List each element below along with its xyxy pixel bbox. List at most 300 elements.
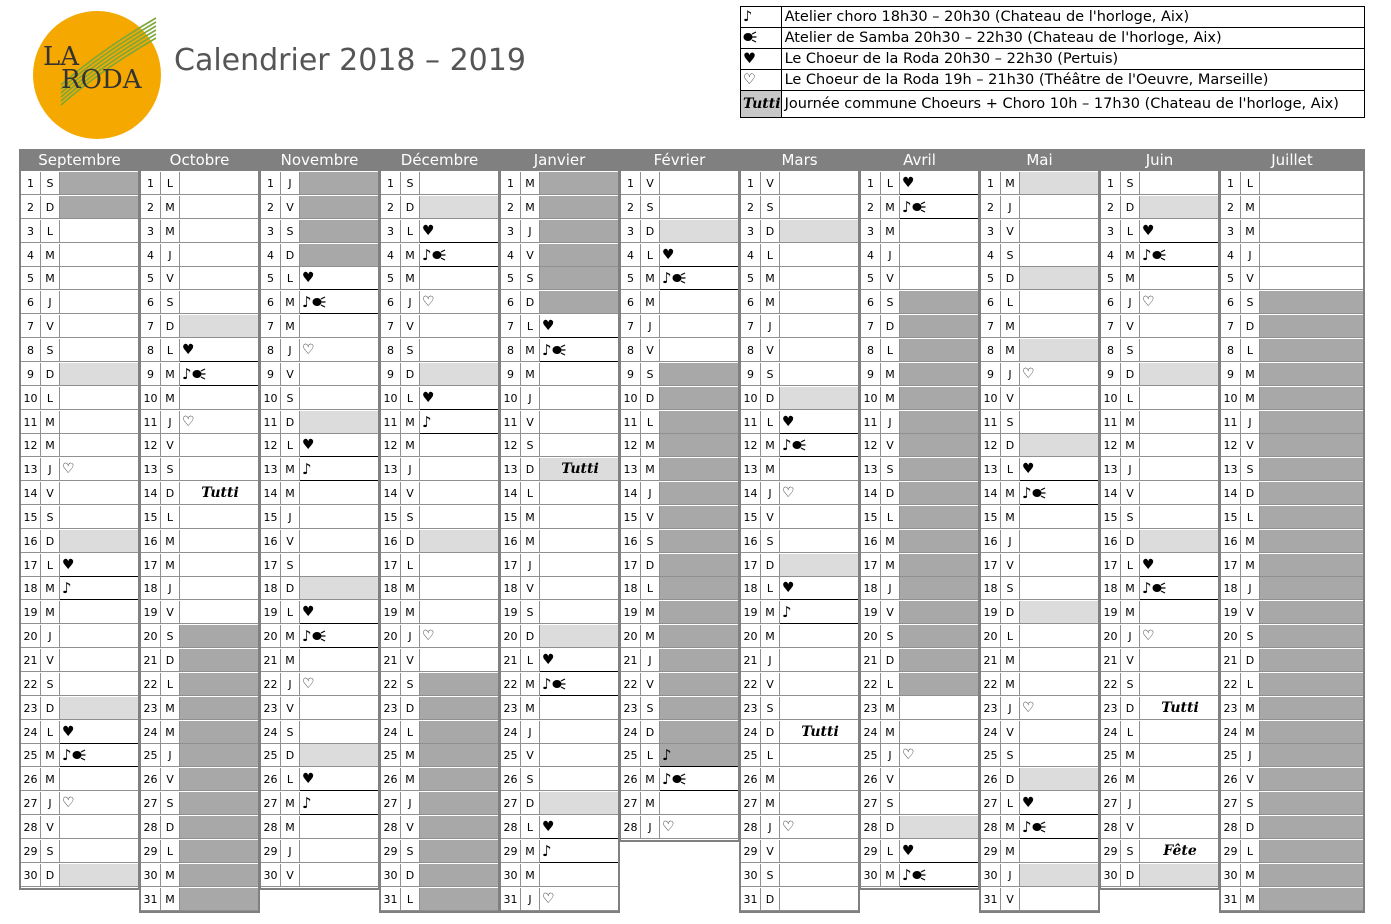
weekday-letter: M [1001, 339, 1020, 362]
day-cell [141, 577, 258, 601]
day-number: 22 [861, 673, 881, 696]
weekday-letter: S [761, 697, 780, 720]
event-slot [420, 625, 498, 648]
weekday-letter: M [1001, 506, 1020, 529]
event-slot [660, 601, 738, 624]
weekday-letter: M [881, 387, 900, 410]
day-number: 19 [861, 601, 881, 624]
day-cell [381, 649, 498, 673]
day-number: 19 [981, 601, 1001, 624]
day-number: 24 [621, 721, 641, 744]
day-number: 4 [861, 244, 881, 267]
event-slot [900, 267, 978, 290]
day-number: 9 [21, 363, 41, 386]
day-number: 10 [861, 387, 881, 410]
day-number: 9 [981, 363, 1001, 386]
event-slot [660, 434, 738, 457]
day-number: 25 [141, 744, 161, 767]
samba-icon [1152, 249, 1166, 261]
event-slot [540, 864, 618, 887]
weekday-letter: L [1121, 721, 1140, 744]
weekday-letter: D [761, 220, 780, 243]
day-number: 17 [621, 554, 641, 577]
day-cell [21, 244, 138, 268]
day-number: 9 [621, 363, 641, 386]
day-cell [501, 625, 618, 649]
weekday-letter: M [521, 506, 540, 529]
day-cell [981, 673, 1098, 697]
weekday-letter: M [401, 244, 420, 267]
legend-row [741, 7, 1365, 28]
day-number: 6 [141, 291, 161, 314]
weekday-letter: M [161, 196, 180, 219]
weekday-letter: S [281, 554, 300, 577]
day-number: 25 [981, 744, 1001, 767]
day-number: 19 [381, 601, 401, 624]
day-number: 11 [381, 411, 401, 434]
day-number: 1 [381, 172, 401, 195]
event-slot [1140, 673, 1218, 696]
weekday-letter: M [41, 411, 60, 434]
day-number: 23 [741, 697, 761, 720]
weekday-letter: S [281, 220, 300, 243]
weekday-letter: M [281, 458, 300, 481]
weekday-letter: M [521, 196, 540, 219]
day-cell [1221, 744, 1363, 768]
weekday-letter: M [641, 291, 660, 314]
weekday-letter: V [521, 244, 540, 267]
day-cell [741, 506, 858, 530]
heart-outline-icon: ♡ [182, 413, 195, 430]
event-slot [180, 816, 258, 839]
day-number: 25 [1101, 744, 1121, 767]
day-cell [141, 840, 258, 864]
day-cell [981, 339, 1098, 363]
day-number: 3 [741, 220, 761, 243]
day-cell [861, 411, 978, 435]
day-number: 21 [1101, 649, 1121, 672]
day-number: 24 [981, 721, 1001, 744]
day-number: 22 [1101, 673, 1121, 696]
day-cell [741, 172, 858, 196]
day-cell [381, 792, 498, 816]
event-slot [1020, 601, 1098, 624]
event-slot [1260, 506, 1363, 529]
day-number: 21 [981, 649, 1001, 672]
weekday-letter: M [1241, 554, 1260, 577]
event-slot [1020, 625, 1098, 648]
day-number: 17 [381, 554, 401, 577]
day-number: 28 [1101, 816, 1121, 839]
event-slot [1140, 363, 1218, 386]
day-number: 13 [261, 458, 281, 481]
weekday-letter: D [1121, 697, 1140, 720]
event-slot [540, 554, 618, 577]
event-slot [540, 172, 618, 195]
event-slot [1260, 721, 1363, 744]
event-slot [300, 601, 378, 624]
event-slot [180, 220, 258, 243]
event-slot [540, 649, 618, 672]
event-slot [1260, 577, 1363, 600]
day-cell [381, 864, 498, 888]
day-cell [1101, 554, 1218, 578]
weekday-letter: S [1001, 411, 1020, 434]
day-number: 8 [141, 339, 161, 362]
weekday-letter: L [1241, 673, 1260, 696]
event-slot [420, 411, 498, 434]
day-number: 25 [621, 744, 641, 767]
day-cell [981, 387, 1098, 411]
heart-filled-icon: ♥ [302, 604, 315, 621]
heart-filled-icon: ♥ [62, 556, 75, 573]
event-slot [900, 172, 978, 195]
day-number: 25 [861, 744, 881, 767]
day-number: 2 [141, 196, 161, 219]
weekday-letter: D [161, 315, 180, 338]
weekday-letter: M [1241, 387, 1260, 410]
heart-outline-icon: ♡ [1022, 365, 1035, 382]
day-number: 23 [1221, 697, 1241, 720]
day-number: 3 [981, 220, 1001, 243]
weekday-letter: J [161, 577, 180, 600]
day-cell [861, 816, 978, 840]
weekday-letter: M [41, 744, 60, 767]
day-cell [501, 864, 618, 888]
day-number: 2 [21, 196, 41, 219]
day-number: 28 [741, 816, 761, 839]
weekday-letter: L [521, 649, 540, 672]
day-number: 4 [501, 244, 521, 267]
day-cell [21, 530, 138, 554]
event-slot [780, 339, 858, 362]
event-slot [300, 530, 378, 553]
day-number: 7 [21, 315, 41, 338]
day-cell [501, 196, 618, 220]
day-number: 6 [381, 291, 401, 314]
event-slot [60, 411, 138, 434]
event-slot [660, 625, 738, 648]
day-cell [741, 673, 858, 697]
note-icon: ♪ [422, 245, 432, 264]
weekday-letter: M [41, 267, 60, 290]
event-slot [180, 625, 258, 648]
weekday-letter: S [521, 267, 540, 290]
weekday-letter: D [161, 649, 180, 672]
day-cell [1101, 506, 1218, 530]
day-number: 7 [1101, 315, 1121, 338]
weekday-letter: J [41, 291, 60, 314]
day-number: 10 [1221, 387, 1241, 410]
day-number: 4 [741, 244, 761, 267]
day-number: 24 [141, 721, 161, 744]
day-number: 4 [981, 244, 1001, 267]
weekday-letter: L [881, 172, 900, 195]
day-number: 14 [1101, 482, 1121, 505]
day-number: 23 [861, 697, 881, 720]
weekday-letter: L [881, 673, 900, 696]
legend-row [741, 91, 1365, 118]
day-number: 12 [621, 434, 641, 457]
weekday-letter: M [281, 482, 300, 505]
weekday-letter: M [641, 458, 660, 481]
day-cell [1101, 411, 1218, 435]
event-slot [180, 840, 258, 863]
day-number: 18 [21, 577, 41, 600]
day-number: 12 [861, 434, 881, 457]
day-number: 6 [261, 291, 281, 314]
day-number: 7 [621, 315, 641, 338]
weekday-letter: M [161, 554, 180, 577]
day-number: 7 [141, 315, 161, 338]
day-number: 29 [141, 840, 161, 863]
weekday-letter: J [41, 792, 60, 815]
tutti-label: Tutti [741, 91, 782, 118]
day-cell [141, 673, 258, 697]
day-cell [261, 697, 378, 721]
note-icon: ♪ [662, 746, 672, 765]
day-cell [501, 530, 618, 554]
weekday-letter: S [401, 673, 420, 696]
samba-icon [741, 28, 782, 49]
day-number: 18 [861, 577, 881, 600]
day-number: 26 [981, 768, 1001, 791]
day-number: 18 [501, 577, 521, 600]
event-slot [60, 291, 138, 314]
day-number: 22 [621, 673, 641, 696]
day-cell [621, 792, 738, 816]
weekday-letter: V [1121, 816, 1140, 839]
day-number: 10 [21, 387, 41, 410]
day-number: 20 [21, 625, 41, 648]
event-slot [1020, 267, 1098, 290]
event-slot [1260, 792, 1363, 815]
weekday-letter: J [41, 458, 60, 481]
event-slot [300, 625, 378, 648]
weekday-letter: S [641, 196, 660, 219]
day-number: 8 [861, 339, 881, 362]
weekday-letter: L [281, 768, 300, 791]
weekday-letter: S [641, 363, 660, 386]
day-cell [261, 744, 378, 768]
event-slot [420, 482, 498, 505]
weekday-letter: L [881, 840, 900, 863]
heart-outline-icon: ♡ [782, 818, 795, 835]
day-number: 22 [1221, 673, 1241, 696]
event-slot [300, 577, 378, 600]
day-cell [141, 267, 258, 291]
event-slot [900, 530, 978, 553]
weekday-letter: L [161, 673, 180, 696]
day-number: 5 [861, 267, 881, 290]
weekday-letter: J [881, 411, 900, 434]
weekday-letter: J [761, 482, 780, 505]
weekday-letter: D [881, 315, 900, 338]
event-slot [300, 267, 378, 290]
day-number: 30 [981, 864, 1001, 887]
event-slot [780, 315, 858, 338]
day-number: 22 [261, 673, 281, 696]
day-number: 1 [1101, 172, 1121, 195]
day-cell [1221, 673, 1363, 697]
weekday-letter: J [641, 816, 660, 839]
event-slot [1140, 601, 1218, 624]
month-header: Décembre [379, 149, 500, 171]
day-cell [501, 792, 618, 816]
event-slot [60, 363, 138, 386]
event-slot [60, 482, 138, 505]
weekday-letter: J [641, 649, 660, 672]
day-number: 30 [1101, 864, 1121, 887]
event-slot [780, 458, 858, 481]
weekday-letter: D [41, 363, 60, 386]
heart-filled-icon: ♥ [662, 246, 675, 263]
day-cell [21, 363, 138, 387]
heart-outline-icon: ♡ [62, 461, 75, 478]
weekday-letter: M [281, 315, 300, 338]
weekday-letter: M [761, 434, 780, 457]
weekday-letter: M [401, 744, 420, 767]
day-cell [1101, 697, 1218, 721]
day-cell [1101, 744, 1218, 768]
day-number: 27 [741, 792, 761, 815]
day-number: 24 [381, 721, 401, 744]
event-slot [1140, 220, 1218, 243]
day-cell [1221, 530, 1363, 554]
day-cell [381, 315, 498, 339]
weekday-letter: M [1001, 482, 1020, 505]
day-cell [141, 482, 258, 506]
weekday-letter: S [41, 172, 60, 195]
day-number: 15 [741, 506, 761, 529]
weekday-letter: S [401, 840, 420, 863]
day-cell [1221, 363, 1363, 387]
event-slot [420, 673, 498, 696]
day-number: 30 [861, 864, 881, 887]
day-cell [1101, 625, 1218, 649]
day-cell [981, 434, 1098, 458]
event-slot [180, 649, 258, 672]
event-slot [300, 673, 378, 696]
day-number: 28 [861, 816, 881, 839]
weekday-letter: L [41, 220, 60, 243]
event-slot [300, 697, 378, 720]
day-cell [621, 339, 738, 363]
weekday-letter: V [641, 172, 660, 195]
weekday-letter: V [161, 768, 180, 791]
event-slot [540, 291, 618, 314]
samba-icon [312, 296, 326, 308]
event-slot [780, 888, 858, 911]
event-slot [540, 220, 618, 243]
day-number: 3 [861, 220, 881, 243]
event-slot [180, 530, 258, 553]
day-cell [1221, 172, 1363, 196]
event-slot [1260, 816, 1363, 839]
day-number: 21 [861, 649, 881, 672]
day-cell [1221, 291, 1363, 315]
day-cell [381, 506, 498, 530]
weekday-letter: J [1001, 864, 1020, 887]
event-slot [540, 315, 618, 338]
day-cell [261, 244, 378, 268]
day-number: 15 [621, 506, 641, 529]
day-cell [381, 172, 498, 196]
event-slot [420, 339, 498, 362]
event-slot [300, 458, 378, 481]
weekday-letter: J [1241, 411, 1260, 434]
event-slot [420, 721, 498, 744]
day-cell [381, 840, 498, 864]
day-number: 18 [1221, 577, 1241, 600]
day-number: 31 [381, 888, 401, 911]
event-slot [900, 458, 978, 481]
day-number: 20 [381, 625, 401, 648]
event-slot [180, 434, 258, 457]
day-cell [621, 363, 738, 387]
event-slot [540, 339, 618, 362]
event-slot [60, 196, 138, 219]
day-number: 14 [381, 482, 401, 505]
day-number: 28 [381, 816, 401, 839]
event-slot [60, 530, 138, 553]
weekday-letter: J [401, 458, 420, 481]
day-cell [1101, 220, 1218, 244]
event-slot [180, 768, 258, 791]
day-number: 23 [501, 697, 521, 720]
day-cell [741, 387, 858, 411]
day-number: 5 [621, 267, 641, 290]
heart-filled-icon: ♥ [1022, 461, 1035, 478]
day-cell [861, 172, 978, 196]
heart-filled-icon: ♥ [302, 270, 315, 287]
day-number: 8 [21, 339, 41, 362]
weekday-letter: D [401, 196, 420, 219]
weekday-letter: S [281, 387, 300, 410]
day-cell [501, 888, 618, 912]
day-number: 24 [861, 721, 881, 744]
event-slot [180, 864, 258, 887]
event-slot [60, 792, 138, 815]
event-slot [540, 411, 618, 434]
day-cell [741, 577, 858, 601]
day-number: 4 [21, 244, 41, 267]
day-cell [621, 458, 738, 482]
weekday-letter: M [41, 577, 60, 600]
day-cell [501, 744, 618, 768]
heart-outline-icon: ♡ [902, 747, 915, 764]
note-icon: ♪ [302, 627, 312, 646]
day-number: 20 [1101, 625, 1121, 648]
day-cell [21, 721, 138, 745]
day-number: 6 [501, 291, 521, 314]
weekday-letter: V [1001, 220, 1020, 243]
day-number: 1 [501, 172, 521, 195]
weekday-letter: M [1001, 649, 1020, 672]
day-number: 7 [861, 315, 881, 338]
weekday-letter: L [881, 339, 900, 362]
weekday-letter: M [1241, 530, 1260, 553]
day-cell [261, 649, 378, 673]
day-number: 8 [981, 339, 1001, 362]
day-number: 29 [1221, 840, 1241, 863]
day-cell [861, 244, 978, 268]
note-icon: ♪ [1142, 579, 1152, 598]
day-cell [981, 411, 1098, 435]
day-cell [141, 387, 258, 411]
day-number: 27 [1221, 792, 1241, 815]
day-cell [261, 291, 378, 315]
